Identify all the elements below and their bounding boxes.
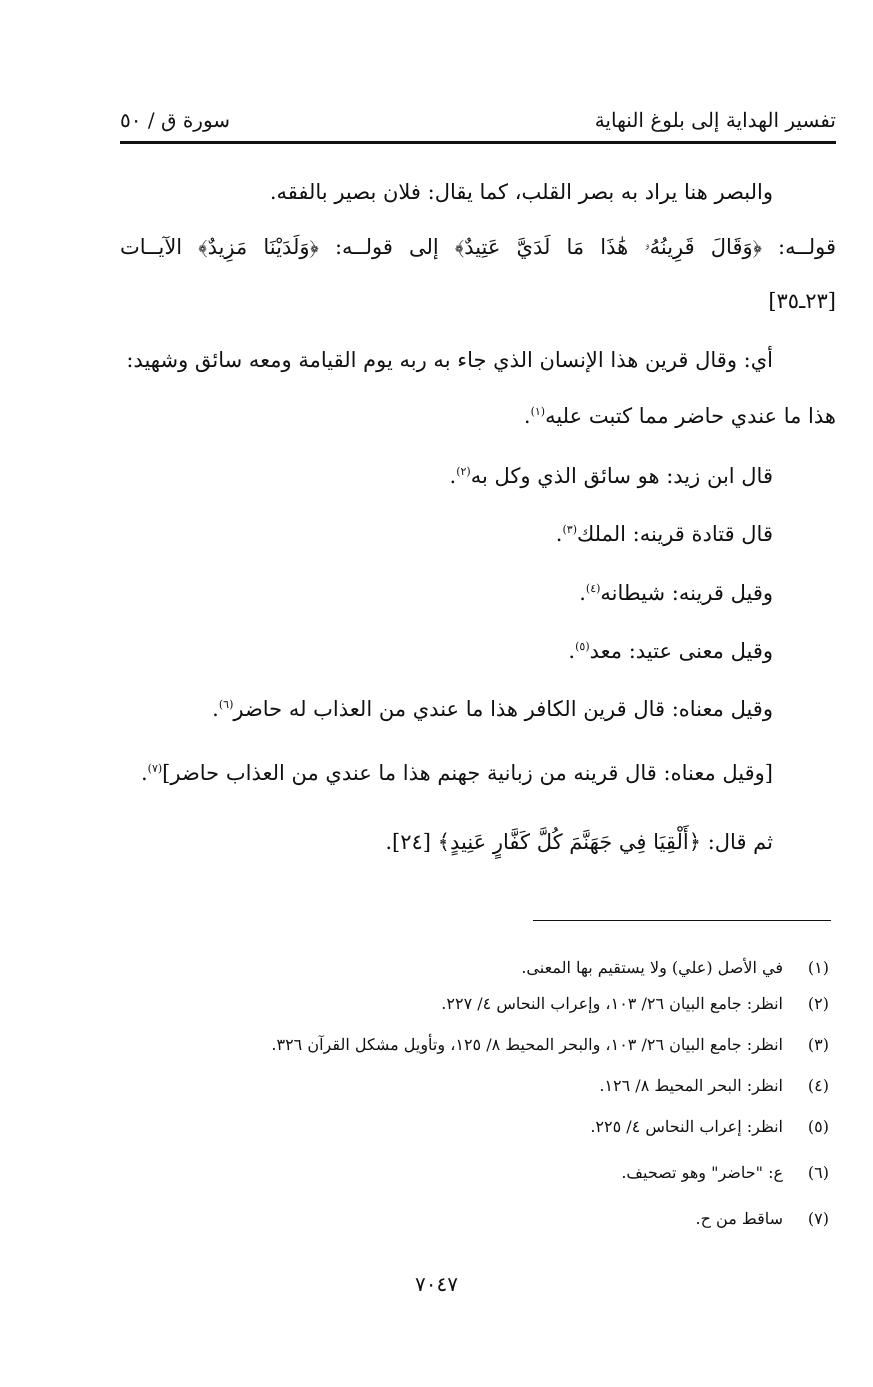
footnote-text: انظر: البحر المحيط ٨/ ١٢٦.	[599, 1076, 783, 1095]
footnote-number: (٦)	[807, 1163, 829, 1182]
body-line-6: قال ابن زيد: هو سائق الذي وكل به$^{(٢)}$.	[449, 464, 773, 488]
body-line-8: وقيل قرينه: شيطانه$^{(٤)}$.	[579, 581, 773, 605]
body-line-1: والبصر هنا يراد به بصر القلب، كما يقال: فلان بصير بالفقه.	[269, 180, 773, 204]
footnote-ref: (٣)	[562, 523, 577, 536]
footnote-number: (١)	[807, 958, 829, 977]
body-line-11: [وقيل معناه: قال قرينه من زبانية جهنم هذا ما عندي من العذاب حاضر]$^{(٧)}$.	[140, 761, 773, 785]
surah-reference: سورة ق / ٥٠	[120, 108, 231, 132]
footnote-ref: (٧)	[147, 762, 163, 775]
footnote	[621, 1160, 829, 1186]
footnote-ref: (٥)	[575, 640, 590, 653]
footnote-text: ع: "حاضر" وهو تصحيف.	[621, 1163, 783, 1182]
header-rule	[120, 141, 836, 144]
quran-quote: ﴿وَقَالَ قَرِينُهُۥ هَٰذَا مَا لَدَيَّ عَتِيدٌ﴾	[454, 235, 762, 259]
footnote-separator	[533, 920, 831, 921]
footnote-number: (٧)	[807, 1209, 829, 1228]
body-line-7: قال قتادة قرينه: الملك$^{(٣)}$.	[555, 522, 773, 546]
footnote	[696, 1206, 829, 1232]
body-line-9: وقيل معنى عتيد: معد$^{(٥)}$.	[568, 639, 773, 663]
quran-quote: ﴿وَلَدَيْنَا مَزِيدٌ﴾	[198, 235, 319, 259]
footnote-text: في الأصل (علي) ولا يستقيم بها المعنى.	[521, 958, 783, 977]
page-number: ٧٠٤٧	[415, 1272, 458, 1296]
footnote-text: انظر: إعراب النحاس ٤/ ٢٢٥.	[590, 1117, 783, 1136]
footnote-text: انظر: جامع البيان ٢٦/ ١٠٣، والبحر المحيط ٨/ ١٢٥، وتأويل مشكل القرآن ٣٢٦.	[271, 1035, 783, 1054]
body-line-2: قولــه: ﴿وَقَالَ قَرِينُهُۥ هَٰذَا مَا لَدَيَّ عَتِيدٌ﴾ إلى قولــه: ﴿وَلَدَيْنَا مَزِيدٌ﴾ الآيــات	[120, 235, 836, 259]
footnote	[590, 1114, 829, 1140]
book-title: تفسير الهداية إلى بلوغ النهاية	[594, 108, 836, 132]
quran-quote: ﴿أَلْقِيَا فِي جَهَنَّمَ كُلَّ كَفَّارٍ عَنِيدٍ﴾	[437, 830, 702, 854]
footnote-ref: (٤)	[585, 582, 601, 595]
footnote	[271, 1032, 829, 1058]
footnote-number: (٥)	[807, 1117, 829, 1136]
body-line-4: أي: وقال قرين هذا الإنسان الذي جاء به ربه يوم القيامة ومعه سائق وشهيد:	[126, 348, 773, 372]
footnote-ref: (٦)	[218, 698, 234, 711]
footnote-number: (٣)	[807, 1035, 829, 1054]
footnote	[599, 1073, 829, 1099]
body-line-5: هذا ما عندي حاضر مما كتبت عليه$^{(١)}$.	[523, 404, 836, 428]
verse-range: [٢٣ـ٣٥]	[768, 289, 836, 313]
body-line-12: ثم قال: ﴿أَلْقِيَا فِي جَهَنَّمَ كُلَّ كَفَّارٍ عَنِيدٍ﴾ [٢٤].	[385, 830, 773, 854]
footnote-text: انظر: جامع البيان ٢٦/ ١٠٣، وإعراب النحاس ٤/ ٢٢٧.	[441, 994, 783, 1013]
footnote-text: ساقط من ح.	[695, 1209, 783, 1228]
footnote	[441, 991, 829, 1017]
footnote-ref: (٢)	[456, 465, 471, 478]
footnote-number: (٤)	[807, 1076, 829, 1095]
body-line-10: وقيل معناه: قال قرين الكافر هذا ما عندي من العذاب له حاضر$^{(٦)}$.	[212, 697, 773, 721]
footnote-ref: (١)	[530, 405, 546, 418]
footnote	[521, 955, 829, 981]
footnote-number: (٢)	[807, 994, 829, 1013]
running-header	[120, 100, 836, 140]
